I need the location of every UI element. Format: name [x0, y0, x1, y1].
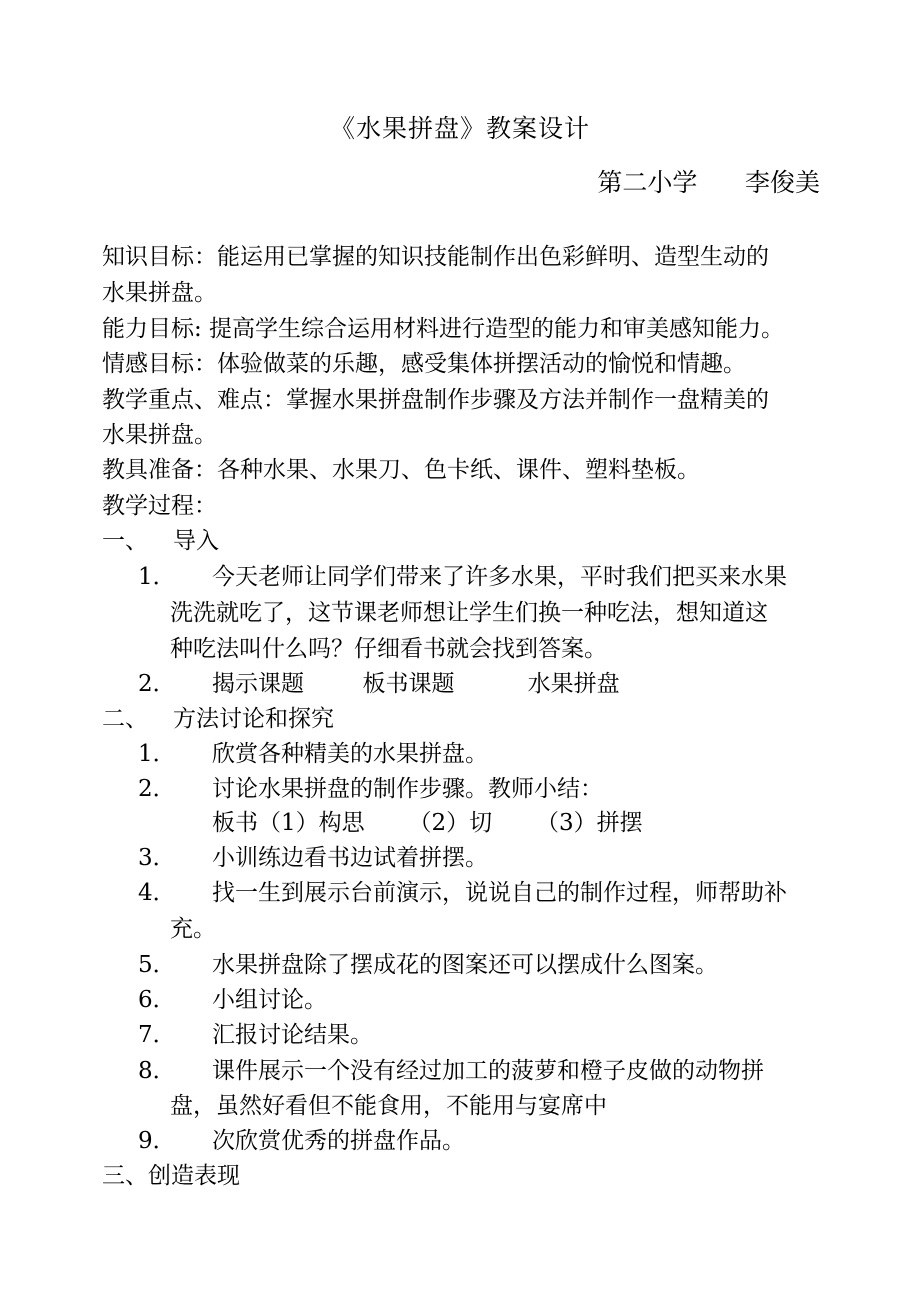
- goal-text: 各种水果、水果刀、色卡纸、课件、塑料垫板。: [217, 457, 700, 483]
- section-heading: 方法讨论和探究: [173, 706, 334, 732]
- item-number: 5．: [138, 952, 176, 978]
- section-marker: 三、: [102, 1163, 148, 1189]
- goal-text: 能运用已掌握的知识技能制作出色彩鲜明、造型生动的: [217, 244, 769, 270]
- section-3: [102, 1159, 240, 1193]
- item-text: 讨论水果拼盘的制作步骤。教师小结：: [212, 776, 603, 802]
- item-number: 4．: [138, 880, 176, 906]
- item-text: 种吃法叫什么吗？仔细看书就会找到答案。: [170, 636, 607, 662]
- item-number: 9．: [138, 1128, 176, 1154]
- item-text: 欣赏各种精美的水果拼盘。: [212, 741, 488, 767]
- item-text: 洗洗就吃了，这节课老师想让学生们换一种吃法，想知道这: [170, 600, 768, 626]
- goal-text: 提高学生综合运用材料进行造型的能力和审美感知能力。: [201, 316, 785, 342]
- document-title: 《水果拼盘》教案设计: [329, 114, 590, 143]
- process-label: 教学过程：: [102, 493, 217, 519]
- goal-label: 教具准备：: [102, 457, 217, 483]
- section-marker: 一、: [102, 528, 148, 554]
- goal-label: 能力目标:: [102, 316, 202, 342]
- goal-emotion: [102, 347, 746, 381]
- item-text: 次欣赏优秀的拼盘作品。: [212, 1128, 465, 1154]
- item-number: 1．: [138, 564, 176, 590]
- item-number: 7．: [138, 1022, 176, 1048]
- item-text: 充。: [170, 916, 216, 942]
- goal-knowledge: [102, 240, 769, 274]
- item-text: 汇报讨论结果。: [212, 1022, 373, 1048]
- item-text: 小训练边看书边试着拼摆。: [212, 845, 488, 871]
- goal-text: 掌握水果拼盘制作步骤及方法并制作一盘精美的: [286, 387, 769, 413]
- item-number: 2．: [138, 671, 176, 697]
- goal-keypoints: [102, 383, 769, 417]
- section-heading: 创造表现: [148, 1163, 240, 1189]
- item-text: 盘，虽然好看但不能食用，不能用与宴席中: [170, 1093, 607, 1119]
- goal-tools: [102, 453, 700, 487]
- item-text: 揭示课题 板书课题 水果拼盘: [212, 671, 620, 697]
- goal-knowledge-cont: 水果拼盘。: [102, 280, 217, 306]
- goal-keypoints-cont: 水果拼盘。: [102, 422, 217, 448]
- goal-label: 知识目标：: [102, 244, 217, 270]
- item-text: 课件展示一个没有经过加工的菠萝和橙子皮做的动物拼: [212, 1058, 764, 1084]
- section-marker: 二、: [102, 706, 148, 732]
- item-number: 3．: [138, 845, 176, 871]
- goal-ability: [102, 312, 784, 346]
- item-text: 小组讨论。: [212, 987, 327, 1013]
- goal-label: 情感目标：: [102, 351, 217, 377]
- item-number: 2．: [138, 776, 176, 802]
- section-heading: 导入: [173, 528, 219, 554]
- item-text: 水果拼盘除了摆成花的图案还可以摆成什么图案。: [212, 952, 718, 978]
- author-line: 第二小学 李俊美: [597, 168, 820, 197]
- item-number: 8．: [138, 1058, 176, 1084]
- goal-text: 体验做菜的乐趣，感受集体拼摆活动的愉悦和情趣。: [217, 351, 746, 377]
- goal-label: 教学重点、难点：: [102, 387, 286, 413]
- item-text: 板书（1）构思 （2）切 （3）拼摆: [212, 810, 643, 836]
- item-text: 找一生到展示台前演示，说说自己的制作过程，师帮助补: [212, 880, 787, 906]
- item-number: 6．: [138, 987, 176, 1013]
- item-number: 1．: [138, 741, 176, 767]
- item-text: 今天老师让同学们带来了许多水果，平时我们把买来水果: [212, 564, 787, 590]
